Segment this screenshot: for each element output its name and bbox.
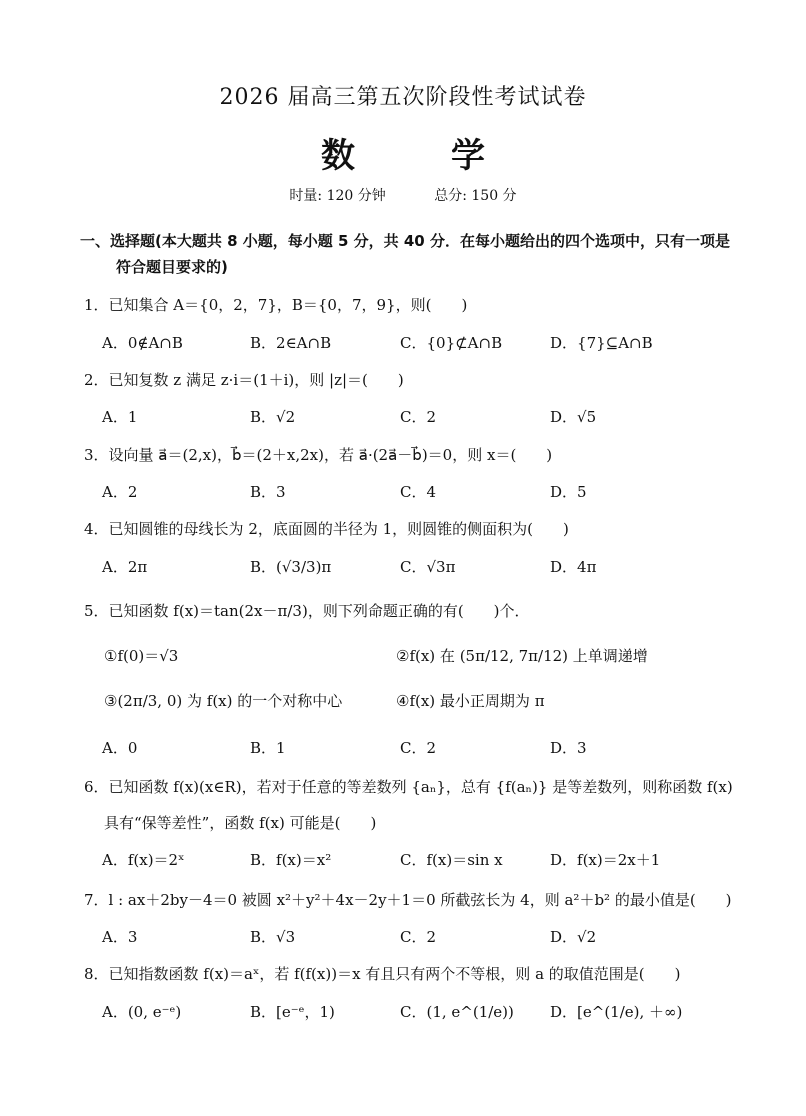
question-4-stem: 4．已知圆锥的母线长为 2，底面圆的半径为 1，则圆锥的侧面积为( ) bbox=[84, 520, 569, 538]
q8-option-a: A．(0, e⁻ᵉ) bbox=[102, 1003, 182, 1021]
q5-option-b: B．1 bbox=[250, 739, 286, 757]
q4-option-c: C．√3π bbox=[400, 558, 456, 576]
q5-option-c: C．2 bbox=[400, 739, 437, 757]
question-7-stem: 7．l : ax＋2by－4＝0 被圆 x²＋y²＋4x－2y＋1＝0 所截弦长为 4，则 a²＋b² 的最小值是( ) bbox=[84, 891, 732, 909]
q3-option-a: A．2 bbox=[102, 483, 138, 501]
q5-option-a: A．0 bbox=[102, 739, 138, 757]
question-3-stem: 3．设向量 a⃗＝(2,x)，b⃗＝(2＋x,2x)，若 a⃗·(2a⃗－b⃗)＝0，则 x＝( ) bbox=[84, 446, 553, 464]
section-heading-line1: 一、选择题(本大题共 8 小题，每小题 5 分，共 40 分．在每小题给出的四个选项中，只有一项是 bbox=[80, 232, 730, 250]
question-6-stem-line2: 具有“保等差性”，函数 f(x) 可能是( ) bbox=[104, 814, 377, 832]
q6-option-c: C．f(x)＝sin x bbox=[400, 851, 503, 869]
q7-option-d: D．√2 bbox=[550, 928, 597, 946]
q2-option-b: B．√2 bbox=[250, 408, 296, 426]
q3-option-b: B．3 bbox=[250, 483, 286, 501]
q8-option-c: C．(1, e^(1/e)) bbox=[400, 1003, 514, 1021]
question-2-stem: 2．已知复数 z 满足 z·i＝(1＋i)，则 |z|＝( ) bbox=[84, 371, 404, 389]
q3-option-d: D．5 bbox=[550, 483, 587, 501]
q8-option-d: D．[e^(1/e), ＋∞) bbox=[550, 1003, 683, 1021]
question-8-stem: 8．已知指数函数 f(x)＝aˣ，若 f(f(x))＝x 有且只有两个不等根，则 a 的取值范围是( ) bbox=[84, 965, 681, 983]
q5-statement-4: ④f(x) 最小正周期为 π bbox=[396, 692, 545, 710]
question-5-stem: 5．已知函数 f(x)＝tan(2x－π/3)，则下列命题正确的有( )个． bbox=[84, 602, 530, 620]
q5-option-d: D．3 bbox=[550, 739, 587, 757]
q2-option-a: A．1 bbox=[102, 408, 138, 426]
q1-option-d: D．{7}⊆A∩B bbox=[550, 334, 653, 352]
q8-option-b: B．[e⁻ᵉ，1) bbox=[250, 1003, 335, 1021]
q5-statement-1: ①f(0)＝√3 bbox=[104, 647, 179, 665]
q6-option-b: B．f(x)＝x² bbox=[250, 851, 332, 869]
q4-option-a: A．2π bbox=[102, 558, 148, 576]
exam-meta bbox=[0, 185, 806, 205]
q6-option-a: A．f(x)＝2ˣ bbox=[102, 851, 185, 869]
q5-statement-2: ②f(x) 在 (5π/12, 7π/12) 上单调递增 bbox=[396, 647, 648, 665]
time-limit: 时量: 120 分钟 bbox=[289, 188, 386, 204]
q1-option-c: C．{0}⊄A∩B bbox=[400, 334, 503, 352]
q1-option-a: A．0∉A∩B bbox=[102, 334, 183, 352]
q2-option-c: C．2 bbox=[400, 408, 437, 426]
q7-option-a: A．3 bbox=[102, 928, 138, 946]
q5-statement-3: ③(2π/3, 0) 为 f(x) 的一个对称中心 bbox=[104, 692, 343, 710]
exam-title: 2026 届高三第五次阶段性考试试卷 bbox=[219, 85, 587, 110]
q3-option-c: C．4 bbox=[400, 483, 437, 501]
q4-option-b: B．(√3/3)π bbox=[250, 558, 332, 576]
section-heading-line2: 符合题目要求的) bbox=[116, 258, 228, 276]
total-score: 总分: 150 分 bbox=[434, 188, 517, 204]
q2-option-d: D．√5 bbox=[550, 408, 597, 426]
question-6-stem: 6．已知函数 f(x)(x∈R)，若对于任意的等差数列 {aₙ}，总有 {f(aₙ)} 是等差数列，则称函数 f(x) bbox=[84, 778, 733, 796]
q7-option-b: B．√3 bbox=[250, 928, 296, 946]
subject-title: 数学 bbox=[321, 136, 581, 176]
q1-option-b: B．2∈A∩B bbox=[250, 334, 332, 352]
q6-option-d: D．f(x)＝2x＋1 bbox=[550, 851, 661, 869]
question-1-stem: 1．已知集合 A＝{0，2，7}，B＝{0，7，9}，则( ) bbox=[84, 296, 468, 314]
q7-option-c: C．2 bbox=[400, 928, 437, 946]
q4-option-d: D．4π bbox=[550, 558, 597, 576]
section-heading bbox=[80, 228, 740, 280]
